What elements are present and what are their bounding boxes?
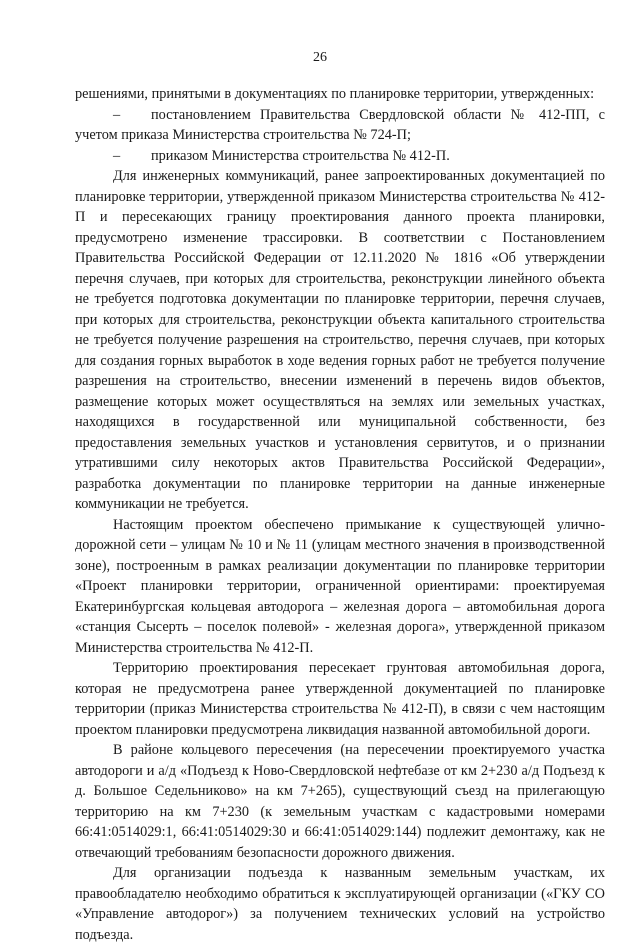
paragraph-roundabout: В районе кольцевого пересечения (на пересечении проектируемого участка автодороги и а/д «Подъезд к Ново-Свердловской нефтебазе от км 2+230 а/д Подъезд к д. Большое Седельниково» на км 7+265), существующий съезд на прилегающую территорию на км 7+230 (к земельным участкам с кадастровыми номерами 66:41:0514029:1, 66:41:0514029:30 и 66:41:0514029:144) подлежит демонтажу, как не отвечающий требованиям безопасности дорожного движения.: [75, 742, 605, 861]
paragraph-dirt-road: Территорию проектирования пересекает грунтовая автомобильная дорога, которая не предусмотрена ранее утвержденной документацией по планировке территории (приказ Министерства строительства № 412-П), в связи с чем настоящим проектом планировки предусмотрена ликвидация названной автомобильной дороги.: [75, 660, 605, 738]
paragraph-engineering: Для инженерных коммуникаций, ранее запроектированных документацией по планировке территории, утвержденной приказом Министерства строительства № 412-П и пересекающих границу проектирования данного проекта планировки, предусмотрено изменение трассировки. В соответствии с Постановлением Правительства Российской Федерации от 12.11.2020 № 1816 «Об утверждении перечня случаев, при которых для строительства, реконструкции линейного объекта не требуется подготовка документации по планировке территории, перечня случаев, при которых для строительства, реконструкции объекта капитального строительства не требуется получение разрешения на строительство, перечня случаев, при которых для создания горных выработок в ходе ведения горных работ не требуется получение разрешения на строительство, внесении изменений в перечень видов объектов, размещение которых может осуществляться на землях или земельных участках, находящихся в государственной или муниципальной собственности, без предоставления земельных участков и установления сервитутов, и о признании утратившими силу некоторых актов Правительства Российской Федерации», разработка документации по планировке территории на данные инженерные коммуникации не требуется.: [75, 168, 605, 512]
page-number: 26: [313, 50, 327, 65]
document-body: [75, 84, 605, 945]
paragraph-access: Для организации подъезда к названным земельным участкам, их правообладателю необходимо обратиться к эксплуатирующей организации («ГКУ СО «Управление автодорог») за получением технических условий на устройство подъезда.: [75, 865, 605, 943]
list-item-text: постановлением Правительства Свердловской области № 412-ПП, с учетом приказа Министерства строительства № 724-П;: [75, 106, 605, 143]
paragraph-road-junction: Настоящим проектом обеспечено примыкание к существующей улично-дорожной сети – улицам № 10 и № 11 (улицам местного значения в производственной зоне), построенным в рамках реализации документации по планировке территории «Проект планировки территории, ограниченной ориентирами: проектируемая Екатеринбургская кольцевая автодорога – железная дорога – автомобильная дорога «станция Сысерть – поселок полевой» - железная дорога», утвержденной приказом Министерства строительства № 412-П.: [75, 516, 605, 656]
list-dash: –: [113, 147, 121, 164]
list-item-text: приказом Министерства строительства № 412-П.: [151, 147, 450, 164]
list-item: [75, 105, 605, 146]
paragraph-intro: решениями, принятыми в документациях по планировке территории, утвержденных:: [75, 86, 595, 102]
list-dash: –: [113, 106, 121, 123]
list-item: [75, 146, 605, 167]
